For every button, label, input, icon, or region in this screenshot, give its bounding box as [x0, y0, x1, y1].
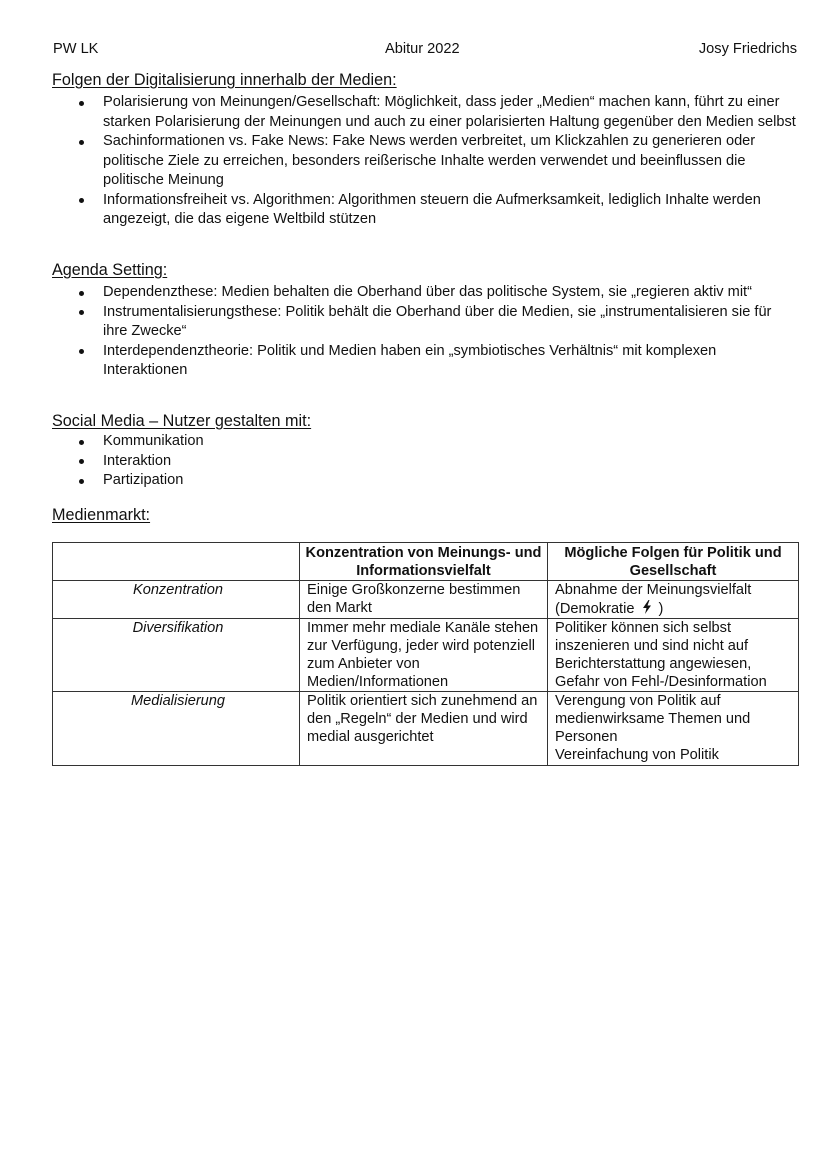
- cell-text-suffix: ): [658, 601, 664, 617]
- table-cell: [300, 692, 548, 766]
- cell-text-prefix: (Demokratie: [555, 601, 635, 617]
- page-header: [53, 40, 797, 60]
- header-author: Josy Friedrichs: [698, 41, 797, 57]
- list-item: Polarisierung von Meinungen/Gesellschaft: Möglichkeit, dass jeder „Medien“ machen kann, führt zu einer starken Polarisierung der Meinungen und auch zu einer polarisierten Haltung gegenüber den Medien selbst: [0, 93, 828, 132]
- cell-text: Abnahme der Meinungsvielfalt: [555, 582, 752, 598]
- table-row: [53, 692, 799, 766]
- cell-text: Politiker können sich selbst inszenieren und sind nicht auf Berichterstattung angewiesen, Gefahr von Fehl-/Desinformation: [555, 620, 767, 690]
- list-digitalisierung: [0, 93, 828, 230]
- cell-text-with-icon: [555, 599, 795, 618]
- list-item: Dependenzthese: Medien behalten die Oberhand über das politische System, sie „regieren aktiv mit“: [0, 283, 828, 303]
- header-exam: Abitur 2022: [385, 41, 460, 57]
- table-row: [53, 581, 799, 619]
- row-label: Diversifikation: [53, 619, 300, 692]
- section-title-social-media: Social Media – Nutzer gestalten mit:: [52, 412, 312, 430]
- list-agenda-setting: [0, 283, 828, 381]
- list-item: Interaktion: [0, 452, 828, 472]
- list-item: Instrumentalisierungsthese: Politik behält die Oberhand über die Medien, sie „instrumentalisieren sie für ihre Zwecke“: [0, 303, 828, 342]
- table-cell: [300, 619, 548, 692]
- table-header-folgen: Mögliche Folgen für Politik und Gesellschaft: [548, 543, 799, 581]
- list-item: Interdependenztheorie: Politik und Medien haben ein „symbiotisches Verhältnis“ mit komplexen Interaktionen: [0, 342, 828, 381]
- section-title-medienmarkt: Medienmarkt:: [52, 506, 151, 524]
- list-item: Informationsfreiheit vs. Algorithmen: Algorithmen steuern die Aufmerksamkeit, lediglich Inhalte werden angezeigt, die das eigene Weltbild stützen: [0, 191, 828, 230]
- cell-text: Politik orientiert sich zunehmend an den „Regeln“ der Medien und wird medial ausgerichtet: [307, 693, 538, 745]
- cell-text: Verengung von Politik auf medienwirksame Themen und Personen: [555, 693, 751, 745]
- list-social-media: [0, 432, 828, 491]
- cell-text: Einige Großkonzerne bestimmen den Markt: [307, 582, 521, 616]
- lightning-icon: [642, 600, 652, 614]
- medienmarkt-table: [52, 542, 799, 766]
- table-cell: [300, 581, 548, 619]
- header-course: PW LK: [53, 41, 99, 57]
- cell-text: Vereinfachung von Politik: [555, 747, 719, 763]
- list-item: Sachinformationen vs. Fake News: Fake News werden verbreitet, um Klickzahlen zu generieren oder politische Ziele zu erreichen, besonders reißerische Inhalte werden verwendet und beeinflussen die politische Meinung: [0, 132, 828, 191]
- row-label: Medialisierung: [53, 692, 300, 766]
- table-cell: [548, 619, 799, 692]
- table-cell: [548, 692, 799, 766]
- table-row: [53, 619, 799, 692]
- section-title-digitalisierung: Folgen der Digitalisierung innerhalb der Medien:: [52, 71, 397, 89]
- section-title-agenda-setting: Agenda Setting:: [52, 261, 168, 279]
- table-header-empty: [53, 543, 300, 581]
- table-header-konzentration-vielfalt: Konzentration von Meinungs- und Informationsvielfalt: [300, 543, 548, 581]
- table-header-row: [53, 543, 799, 581]
- cell-text: Immer mehr mediale Kanäle stehen zur Verfügung, jeder wird potenziell zum Anbieter von Medien/Informationen: [307, 620, 539, 690]
- table-cell: [548, 581, 799, 619]
- list-item: Kommunikation: [0, 432, 828, 452]
- row-label: Konzentration: [53, 581, 300, 619]
- list-item: Partizipation: [0, 471, 828, 491]
